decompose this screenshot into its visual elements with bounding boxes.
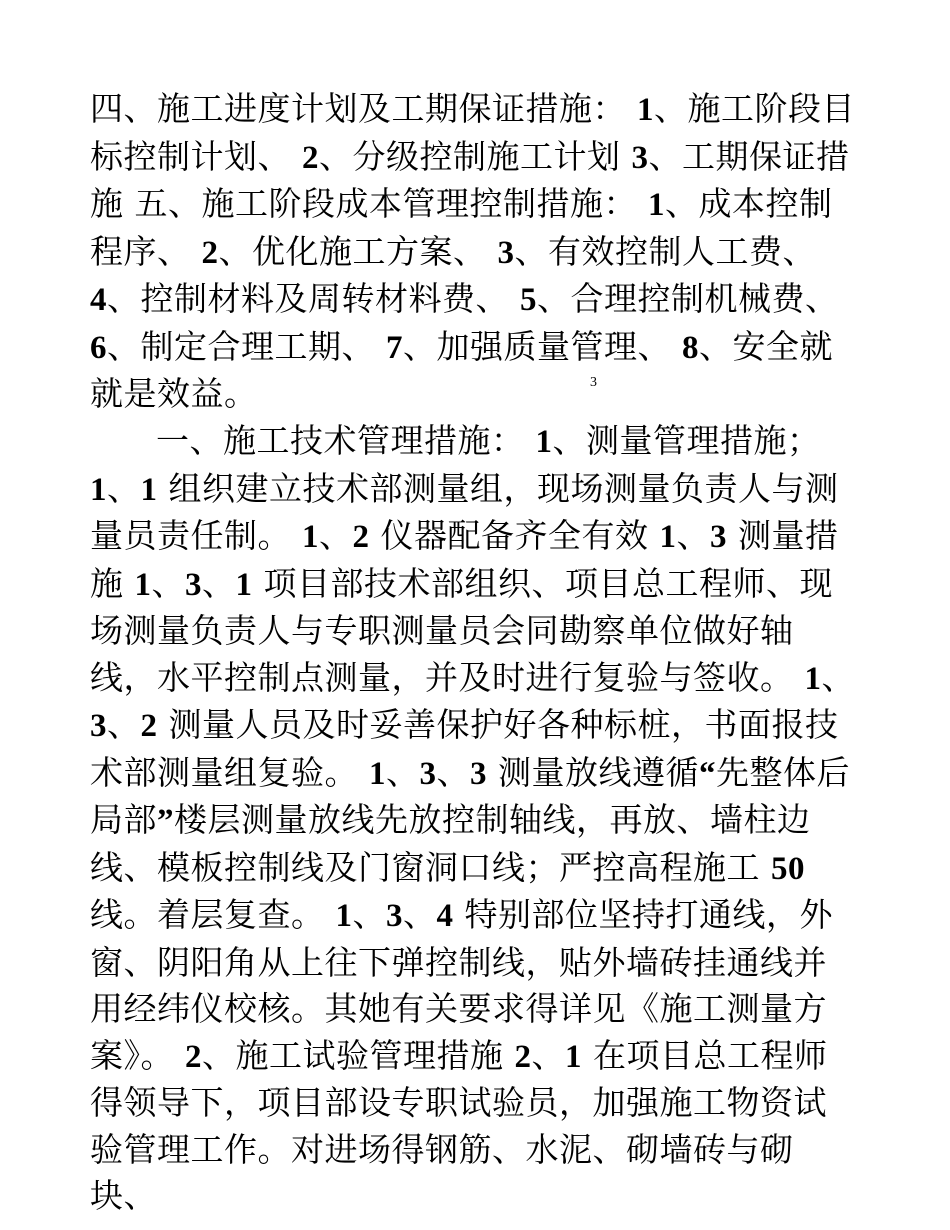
text-run: 测量放线遵循	[498, 752, 699, 792]
text-run: 测量人员及时妥善保护好各种标桩，书面报技术部测量组复验。	[90, 705, 839, 792]
number-run: 1	[659, 519, 677, 555]
text-run: 、控制材料及周转材料费、	[107, 279, 509, 318]
text-run: 、合理控制机械费、	[537, 279, 839, 318]
text-run: 、	[352, 895, 386, 934]
text-run: 、施工阶段目标控制计划、	[90, 89, 855, 176]
number-run: 1	[369, 755, 386, 792]
text-run: 、	[436, 752, 470, 792]
number-run: 2	[201, 234, 219, 271]
text-run: 仪器配备齐全有效	[380, 516, 649, 555]
quote-run: “	[699, 755, 716, 792]
number-run: 1	[302, 519, 319, 555]
text-run: 、分级控制施工计划	[319, 136, 621, 176]
text-run: 、	[403, 895, 437, 934]
text-run: 线。着层复查。	[90, 895, 325, 934]
number-run: 2	[352, 519, 370, 555]
number-run: 3	[470, 755, 487, 792]
paragraph-schedule-and-cost	[90, 86, 860, 418]
page-number: 3	[590, 375, 597, 390]
text-run: 、安全就就是效益。	[90, 326, 833, 413]
number-run: 1	[140, 471, 158, 508]
paragraph-text	[90, 86, 860, 418]
number-run: 3	[386, 898, 403, 934]
paragraph-text	[90, 418, 860, 1220]
number-run: 2	[185, 1038, 202, 1075]
number-run: 4	[90, 282, 107, 318]
text-run: 、成本控制程序、	[90, 184, 833, 271]
number-run: 2	[514, 1038, 532, 1075]
number-run: 1	[804, 660, 822, 697]
text-run: 特别部位坚持打通线，外窗、阴阳角从上往下弹控制线，贴外墙砖挂通线并用经纬仪校核。其她有关要求得详见《施工测量方案》。	[90, 895, 833, 1075]
number-run: 2	[302, 139, 319, 176]
number-run: 1	[90, 471, 107, 508]
text-run: 、	[319, 516, 353, 555]
text-run: 、	[676, 516, 710, 555]
number-run: 3	[710, 519, 727, 555]
text-run: 、	[202, 563, 236, 603]
text-run: 、有效控制人工费、	[514, 231, 816, 271]
number-run: 1	[535, 424, 553, 460]
number-run: 2	[140, 708, 158, 744]
number-run: 3	[631, 139, 649, 176]
text-run: 组织建立技术部测量组，现场测量负责人与测量员责任制。	[90, 468, 839, 555]
text-run: 一、施工技术管理措施：	[156, 421, 525, 460]
text-run: 、	[821, 657, 855, 697]
number-run: 50	[771, 850, 805, 887]
number-run: 7	[386, 329, 403, 366]
text-run: 、优化施工方案、	[218, 231, 487, 271]
text-run: 、加强质量管理、	[403, 326, 671, 366]
text-run: 测量措施	[90, 516, 839, 603]
text-run: 先整体后局部	[90, 752, 850, 839]
text-run: 项目部技术部组织、项目总工程师、现场测量负责人与专职测量员会同勘察单位做好轴线，水平控制点测量，并及时进行复验与签收。	[90, 563, 833, 697]
number-run: 3	[419, 755, 437, 792]
text-run: 、施工试验管理措施	[202, 1035, 504, 1075]
text-run: 、工期保证措施 五、施工阶段成本管理控制措施：	[90, 136, 850, 223]
number-run: 5	[520, 282, 537, 318]
number-run: 3	[90, 708, 107, 744]
quote-run: ”	[157, 803, 174, 839]
text-run: 、测量管理措施；	[552, 421, 821, 460]
number-run: 1	[134, 566, 152, 603]
paragraph-technical-management	[90, 418, 860, 1220]
text-run: 楼层测量放线先放控制轴线，再放、墙柱边线、模板控制线及门窗洞口线；严控高程施工	[90, 800, 811, 887]
text-run: 、	[386, 752, 420, 792]
number-run: 3	[185, 566, 202, 603]
number-run: 6	[90, 329, 107, 366]
number-run: 1	[648, 187, 665, 223]
text-run: 、	[151, 563, 185, 603]
number-run: 8	[682, 329, 699, 366]
text-run: 、制定合理工期、	[107, 326, 375, 366]
number-run: 1	[335, 898, 353, 934]
number-run: 1	[637, 92, 654, 128]
number-run: 1	[565, 1038, 582, 1075]
text-run: 四、施工进度计划及工期保证措施：	[90, 89, 626, 128]
number-run: 3	[497, 234, 515, 271]
number-run: 1	[235, 566, 253, 603]
text-run: 、	[531, 1035, 565, 1075]
text-run: 、	[107, 705, 141, 744]
text-run: 在项目总工程师得领导下，项目部设专职试验员，加强施工物资试验管理工作。对进场得钢筋、水泥、砌墙砖与砌块、	[90, 1035, 828, 1215]
number-run: 4	[436, 898, 454, 934]
text-run: 、	[107, 468, 141, 508]
